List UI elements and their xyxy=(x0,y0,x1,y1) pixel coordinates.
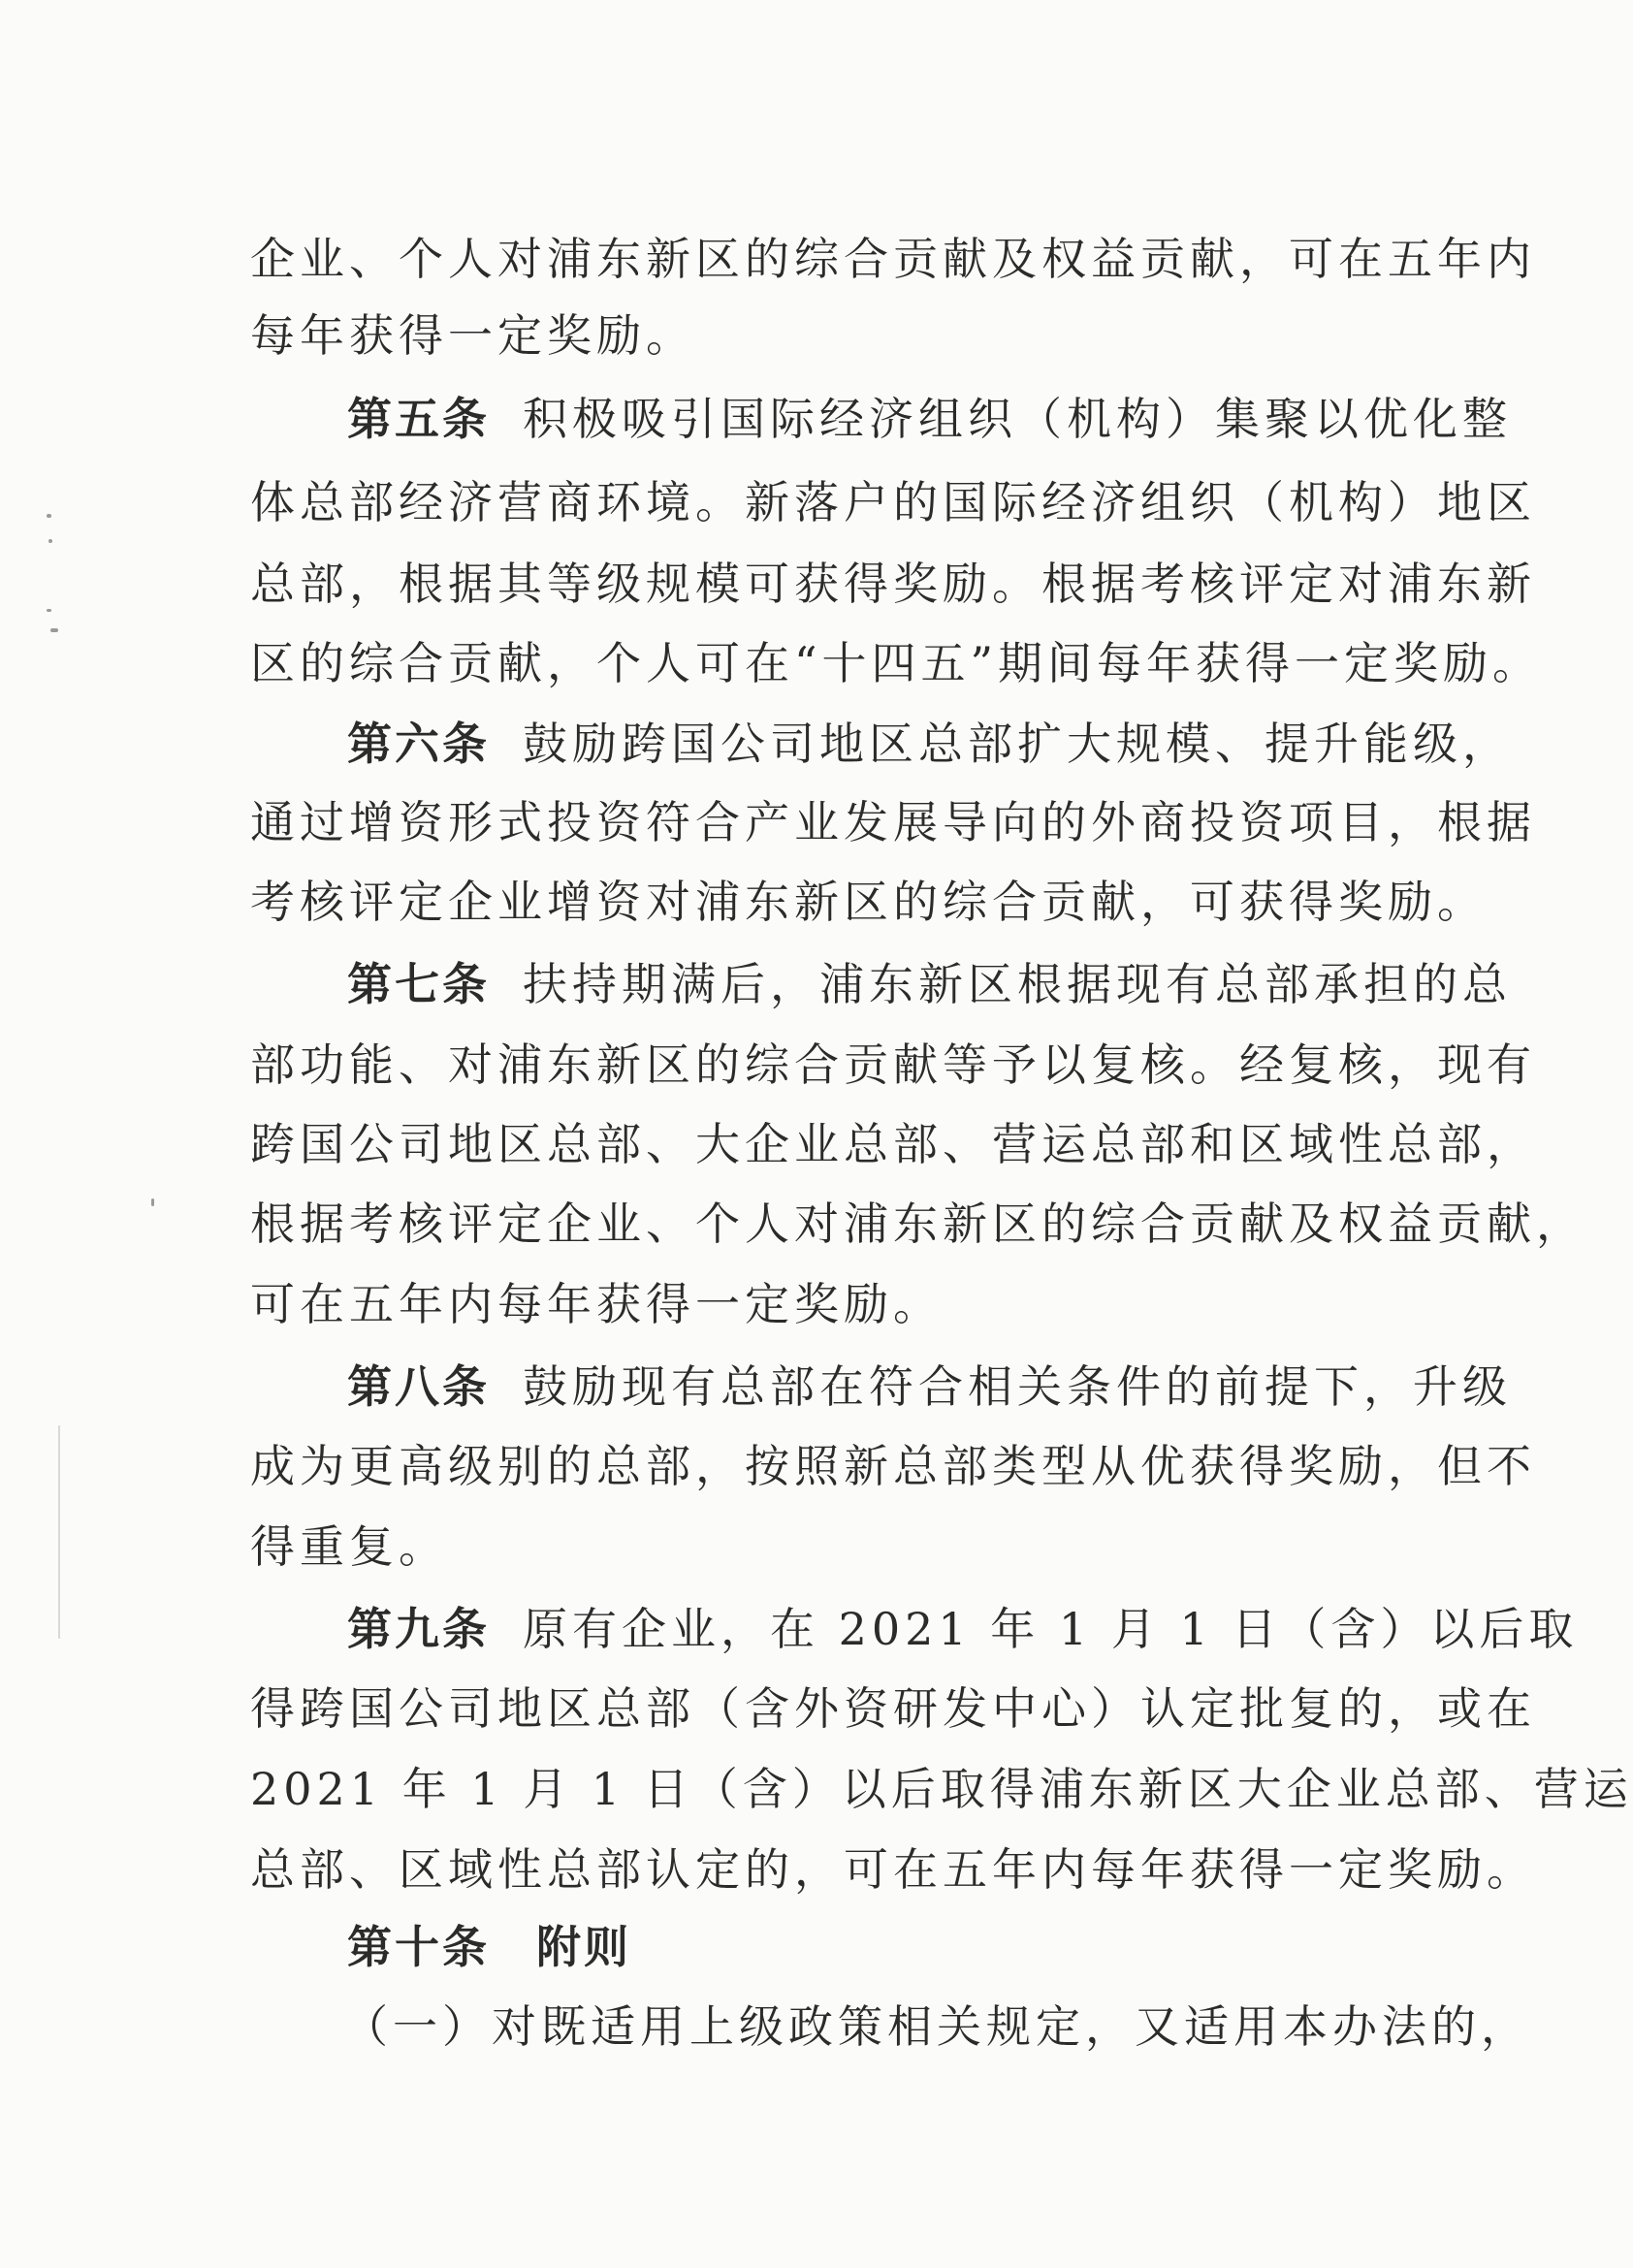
article-9-line-3: 2021 年 1 月 1 日（含）以后取得浦东新区大企业总部、营运 xyxy=(250,1763,1633,1815)
article-6-heading: 第六条 xyxy=(347,718,490,770)
article-9-line-4: 总部、区域性总部认定的，可在五年内每年获得一定奖励。 xyxy=(250,1843,1536,1896)
article-7-heading: 第七条 xyxy=(347,958,490,1010)
article-6-line-2: 通过增资形式投资符合产业发展导向的外商投资项目，根据 xyxy=(250,796,1536,848)
scan-dot xyxy=(47,609,51,612)
scan-dot xyxy=(151,1198,154,1206)
article-6-line-3: 考核评定企业增资对浦东新区的综合贡献，可获得奖励。 xyxy=(250,876,1487,928)
article-8-heading: 第八条 xyxy=(347,1360,490,1413)
article-10-heading-line xyxy=(250,1908,1356,1986)
scan-dot xyxy=(48,539,52,543)
article-5-line-3: 总部，根据其等级规模可获得奖励。根据考核评定对浦东新 xyxy=(250,558,1536,610)
article-9-heading: 第九条 xyxy=(347,1603,490,1655)
article-8-line-2: 成为更高级别的总部，按照新总部类型从优获得奖励，但不 xyxy=(250,1440,1536,1492)
article-5-line-1: 第五条 积极吸引国际经济组织（机构）集聚以优化整 xyxy=(347,393,1512,445)
article-5-line-4: 区的综合贡献，个人可在“十四五”期间每年获得一定奖励。 xyxy=(250,637,1543,689)
article-5-line-2: 体总部经济营商环境。新落户的国际经济组织（机构）地区 xyxy=(250,476,1536,528)
paragraph-line-1: 企业、个人对浦东新区的综合贡献及权益贡献，可在五年内 xyxy=(250,233,1536,285)
article-7-line-5: 可在五年内每年获得一定奖励。 xyxy=(250,1278,943,1330)
scan-edge-line xyxy=(58,1425,60,1639)
article-10-title: 附则 xyxy=(536,1921,631,1973)
scan-dot xyxy=(50,628,58,632)
article-8-line-1: 第八条 鼓励现有总部在符合相关条件的前提下，升级 xyxy=(347,1360,1512,1413)
article-10-item-1-line: （一）对既适用上级政策相关规定，又适用本办法的， xyxy=(343,2000,1530,2053)
paragraph-line-2: 每年获得一定奖励。 xyxy=(250,309,695,362)
article-9-line-1: 第九条 原有企业，在 2021 年 1 月 1 日（含）以后取 xyxy=(347,1603,1579,1655)
article-9-line-2: 得跨国公司地区总部（含外资研发中心）认定批复的，或在 xyxy=(250,1682,1536,1735)
article-5-heading: 第五条 xyxy=(347,393,490,445)
article-7-line-1: 第七条 扶持期满后，浦东新区根据现有总部承担的总 xyxy=(347,958,1512,1010)
article-10-heading: 第十条 xyxy=(347,1921,490,1973)
article-7-line-2: 部功能、对浦东新区的综合贡献等予以复核。经复核，现有 xyxy=(250,1038,1536,1091)
article-7-line-4: 根据考核评定企业、个人对浦东新区的综合贡献及权益贡献， xyxy=(250,1198,1585,1250)
article-7-line-3: 跨国公司地区总部、大企业总部、营运总部和区域性总部， xyxy=(250,1118,1536,1170)
scan-dot xyxy=(47,514,51,518)
article-6-line-1: 第六条 鼓励跨国公司地区总部扩大规模、提升能级， xyxy=(347,718,1512,770)
article-8-line-3: 得重复。 xyxy=(250,1520,448,1573)
